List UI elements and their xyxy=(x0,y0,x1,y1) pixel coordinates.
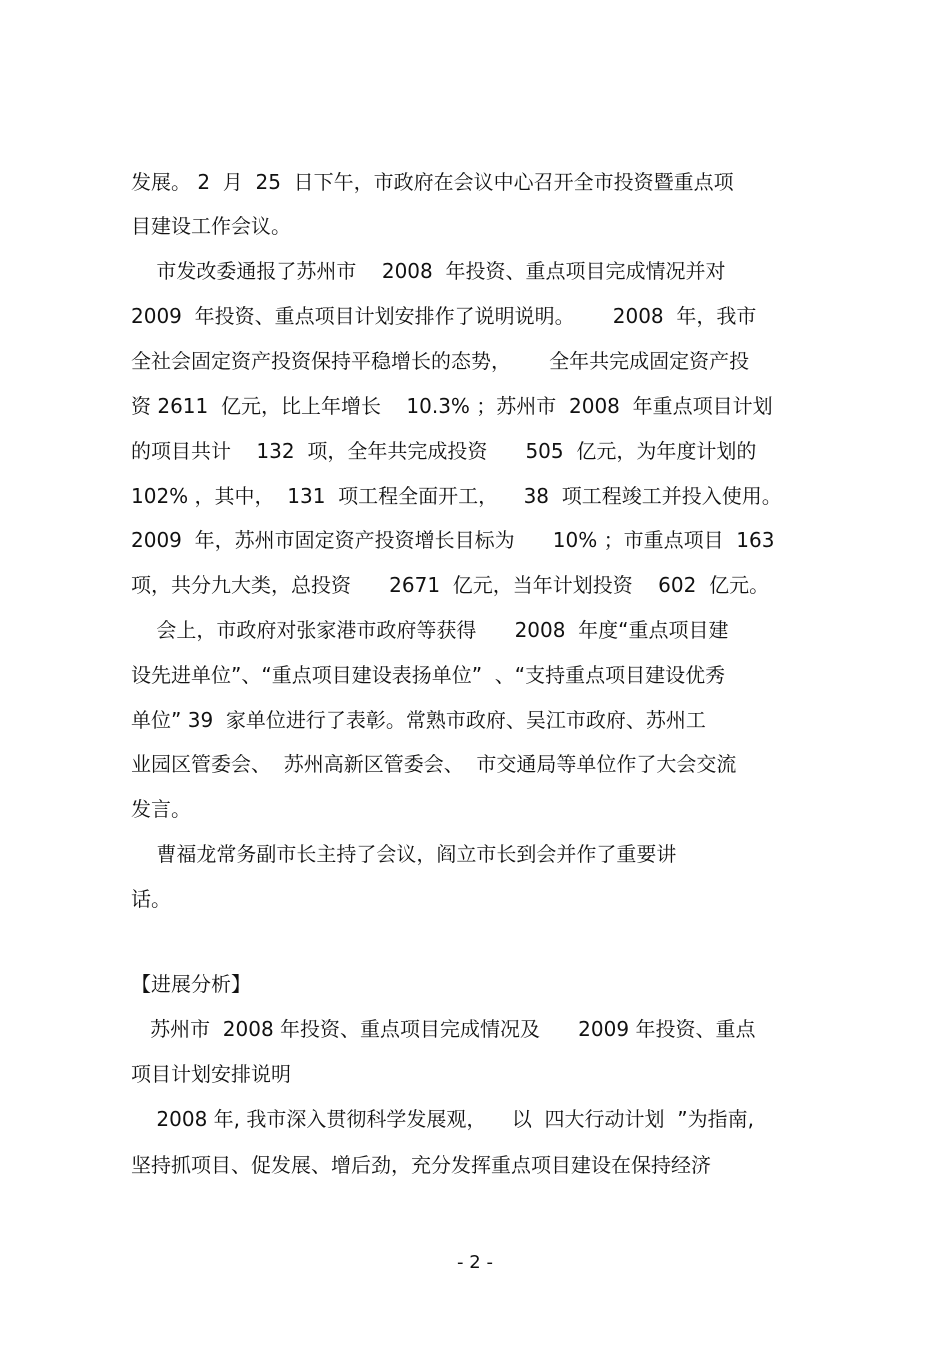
page-number: - 2 - xyxy=(457,1252,493,1273)
text-line: 2008 年, 我市深入贯彻科学发展观， 以 四大行动计划 ”为指南, xyxy=(131,1107,754,1131)
text-line: 102% ，其中， 131 项工程全面开工， 38 项工程竣工并投入使用。 xyxy=(131,484,782,508)
text-line: 2009 年投资、重点项目计划安排作了说明说明。 2008 年，我市 xyxy=(131,304,757,328)
text-line: 目建设工作会议。 xyxy=(131,214,291,238)
section-heading: 【进展分析】 xyxy=(131,972,251,996)
text-line: 业园区管委会、 苏州高新区管委会、 市交通局等单位作了大会交流 xyxy=(131,752,737,776)
text-line: 市发改委通报了苏州市 2008 年投资、重点项目完成情况并对 xyxy=(131,259,726,283)
text-line: 项，共分九大类，总投资 2671 亿元，当年计划投资 602 亿元。 xyxy=(131,573,770,597)
text-line: 2009 年，苏州市固定资产投资增长目标为 10% ；市重点项目 163 xyxy=(131,528,775,552)
text-line: 设先进单位”、“重点项目建设表扬单位” 、“支持重点项目建设优秀 xyxy=(131,663,726,687)
text-line: 发言。 xyxy=(131,797,191,821)
text-line: 单位” 39 家单位进行了表彰。常熟市政府、吴江市政府、苏州工 xyxy=(131,708,706,732)
text-line: 发展。 2 月 25 日下午，市政府在会议中心召开全市投资暨重点项 xyxy=(131,170,734,194)
text-line: 话。 xyxy=(131,887,171,911)
text-line: 资 2611 亿元，比上年增长 10.3% ；苏州市 2008 年重点项目计划 xyxy=(131,394,773,418)
text-line: 的项目共计 132 项，全年共完成投资 505 亿元，为年度计划的 xyxy=(131,439,757,463)
subsection-title: 项目计划安排说明 xyxy=(131,1062,291,1086)
text-line: 曹福龙常务副市长主持了会议，阎立市长到会并作了重要讲 xyxy=(131,842,677,866)
text-line: 全社会固定资产投资保持平稳增长的态势， 全年共完成固定资产投 xyxy=(131,349,750,373)
text-line: 坚持抓项目、促发展、增后劲，充分发挥重点项目建设在保持经济 xyxy=(131,1153,711,1177)
text-line: 会上，市政府对张家港市政府等获得 2008 年度“重点项目建 xyxy=(131,618,729,642)
subsection-title: 苏州市 2008 年投资、重点项目完成情况及 2009 年投资、重点 xyxy=(131,1017,756,1041)
